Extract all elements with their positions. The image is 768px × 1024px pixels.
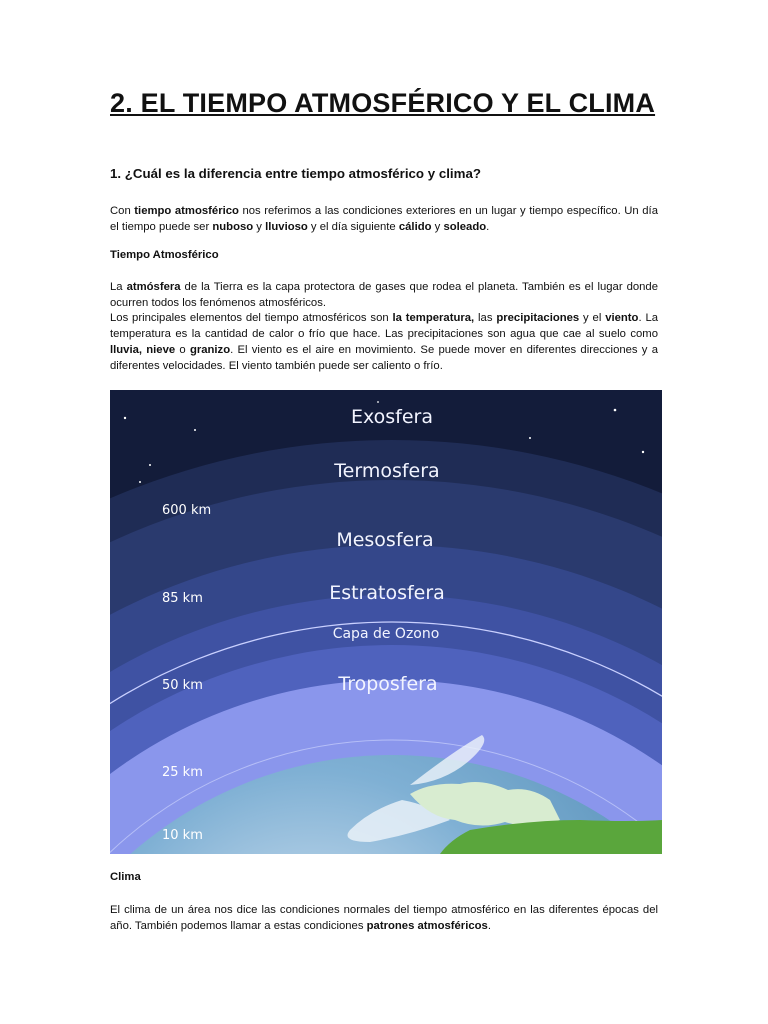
label-exosfera: Exosfera: [350, 406, 434, 428]
altitude-85km: 85 km: [162, 591, 203, 606]
paragraph-tiempo-definition: Con tiempo atmosférico nos referimos a las condiciones exteriores en un lugar y tiempo específico. Un día el tiempo puede ser nuboso y lluvioso y el día siguiente cálido y soleado.: [110, 205, 658, 233]
page-title: 2. EL TIEMPO ATMOSFÉRICO Y EL CLIMA: [110, 88, 656, 118]
subheading-clima: Clima: [110, 871, 141, 883]
label-capa-ozono: Capa de Ozono: [332, 626, 440, 642]
label-estratosfera: Estratosfera: [329, 582, 445, 604]
altitude-600km: 600 km: [162, 503, 212, 518]
label-troposfera: Troposfera: [338, 673, 438, 695]
altitude-10km: 10 km: [162, 828, 203, 843]
paragraph-elementos: Los principales elementos del tiempo atmosféricos son la temperatura, las precipitaciones y el viento. La temperatura es la cantidad de calor o frío que hace. Las precipitaciones son agua que cae al suelo como lluvia, nieve o granizo. El viento es el aire en movimiento. Se puede mover en diferentes direcciones y a diferentes velocidades. El viento también puede ser caliento o frío.: [110, 312, 659, 372]
paragraph-clima: El clima de un área nos dice las condiciones normales del tiempo atmosférico en las diferentes épocas del año. También podemos llamar a estas condiciones patrones atmosféricos.: [110, 904, 658, 932]
label-termosfera: Termosfera: [334, 460, 440, 482]
subheading-tiempo-atmosferico: Tiempo Atmosférico: [110, 249, 219, 261]
question-heading: 1. ¿Cuál es la diferencia entre tiempo atmosférico y clima?: [110, 166, 481, 181]
altitude-50km: 50 km: [162, 678, 203, 693]
label-mesosfera: Mesosfera: [336, 529, 434, 551]
atmosphere-diagram: [110, 390, 662, 854]
paragraph-atmosfera: La atmósfera de la Tierra es la capa protectora de gases que rodea el planeta. También es el lugar donde ocurren todos los fenómenos atmosféricos.: [110, 281, 658, 309]
atmosphere-layers-figure: [110, 390, 662, 854]
altitude-25km: 25 km: [162, 765, 203, 780]
